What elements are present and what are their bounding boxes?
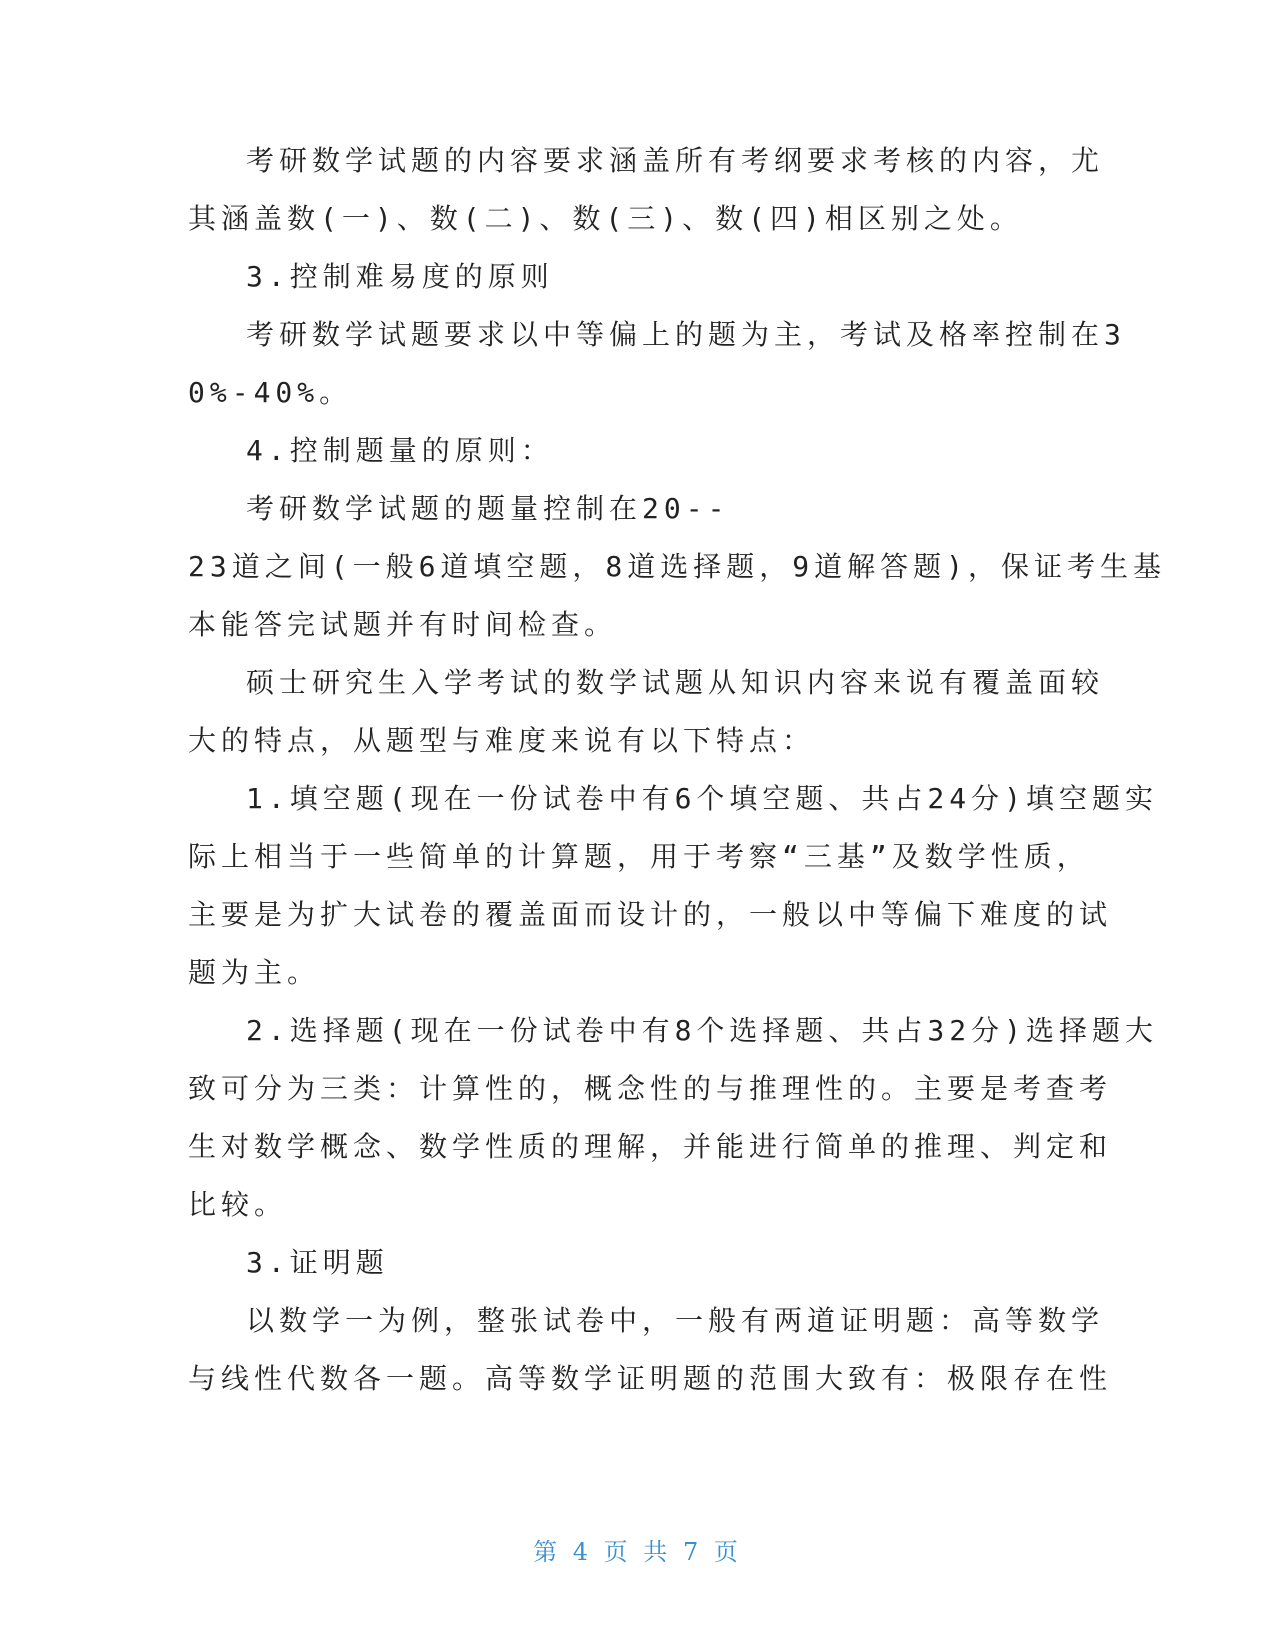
text-line: 1.填空题(现在一份试卷中有6个填空题、共占24分)填空题实 — [246, 782, 1159, 815]
text-line: 本能答完试题并有时间检查。 — [188, 608, 618, 641]
text-line: 考研数学试题的内容要求涵盖所有考纲要求考核的内容，尤 — [246, 144, 1105, 177]
text-line: 硕士研究生入学考试的数学试题从知识内容来说有覆盖面较 — [246, 666, 1105, 699]
text-line: 题为主。 — [188, 956, 321, 989]
footer-prefix: 第 — [533, 1538, 562, 1566]
text-line: 比较。 — [188, 1188, 288, 1221]
text-line: 生对数学概念、数学性质的理解，并能进行简单的推理、判定和 — [188, 1130, 1113, 1163]
text-line: 际上相当于一些简单的计算题，用于考察“三基”及数学性质， — [188, 840, 1090, 873]
section-heading: 4.控制题量的原则： — [246, 434, 554, 467]
footer-suffix: 页 — [713, 1538, 742, 1566]
text-line: 23道之间(一般6道填空题，8道选择题，9道解答题)，保证考生基 — [188, 550, 1167, 583]
total-pages-number: 7 — [682, 1538, 703, 1566]
text-line: 其涵盖数(一)、数(二)、数(三)、数(四)相区别之处。 — [188, 202, 1023, 235]
text-line: 与线性代数各一题。高等数学证明题的范围大致有：极限存在性 — [188, 1362, 1113, 1395]
page-footer — [0, 1532, 1275, 1567]
text-line: 以数学一为例，整张试卷中，一般有两道证明题：高等数学 — [246, 1304, 1105, 1337]
section-heading: 3.证明题 — [246, 1246, 389, 1279]
text-line: 考研数学试题的题量控制在20-- — [246, 492, 730, 525]
text-line: 大的特点，从题型与难度来说有以下特点： — [188, 724, 816, 757]
section-heading: 3.控制难易度的原则 — [246, 260, 554, 293]
text-line: 0%-40%。 — [188, 376, 353, 409]
footer-middle: 页 共 — [603, 1538, 672, 1566]
current-page-number: 4 — [572, 1538, 593, 1566]
text-line: 致可分为三类：计算性的，概念性的与推理性的。主要是考查考 — [188, 1072, 1113, 1105]
text-line: 主要是为扩大试卷的覆盖面而设计的，一般以中等偏下难度的试 — [188, 898, 1113, 931]
text-line: 2.选择题(现在一份试卷中有8个选择题、共占32分)选择题大 — [246, 1014, 1159, 1047]
text-line: 考研数学试题要求以中等偏上的题为主，考试及格率控制在3 — [246, 318, 1126, 351]
